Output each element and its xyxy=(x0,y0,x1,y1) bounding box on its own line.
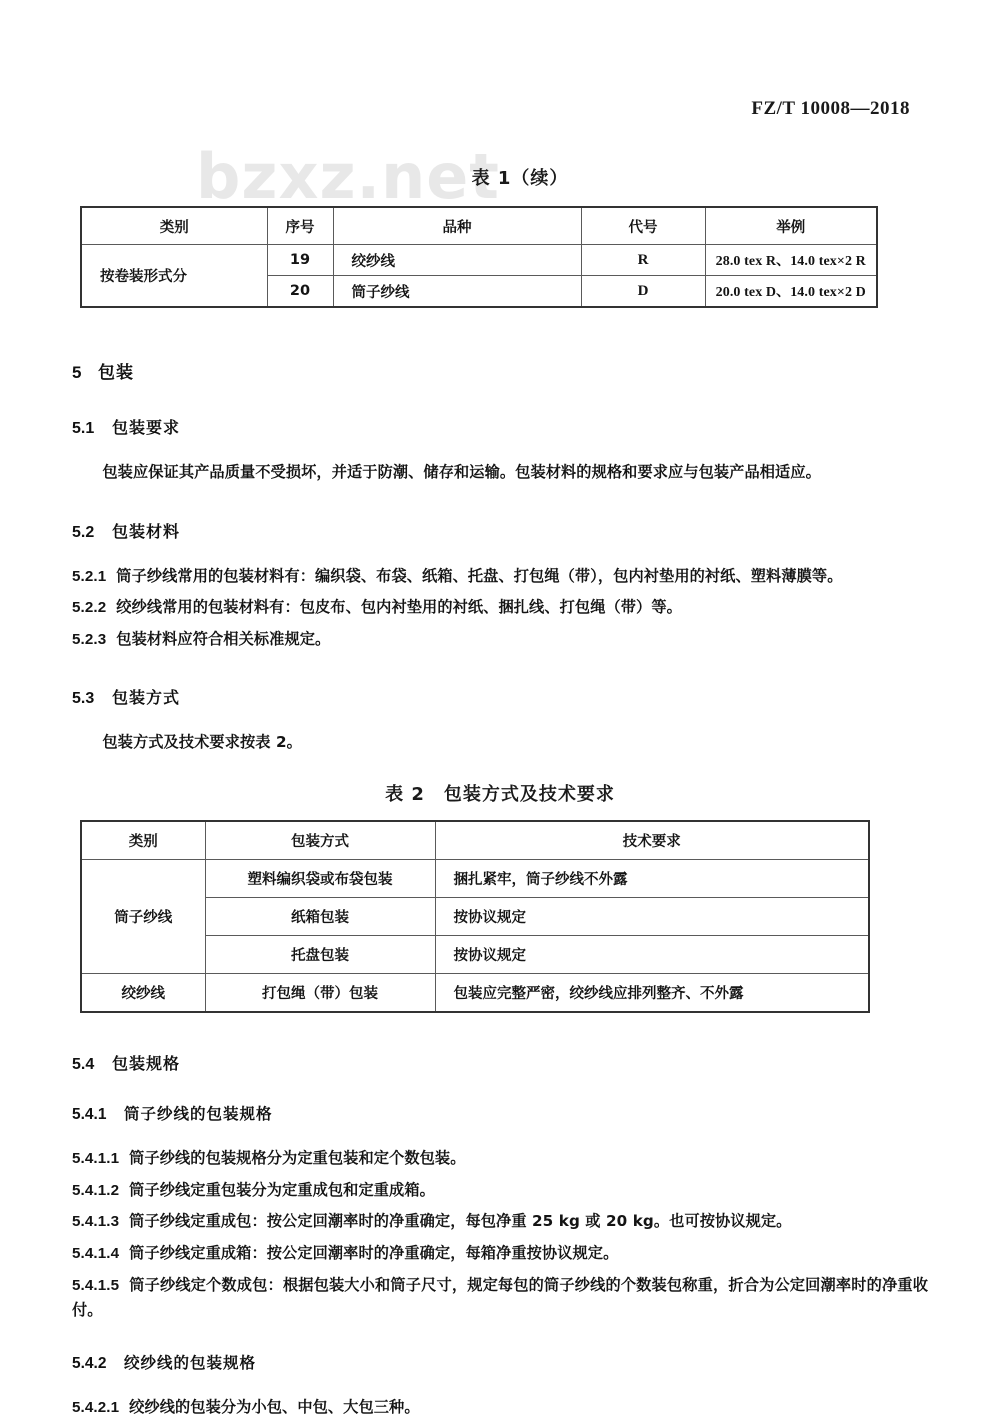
paragraph-5-2-1 xyxy=(72,564,928,590)
table1-header-code: 代号 xyxy=(581,207,705,245)
paragraph-number: 5.4.1.1 xyxy=(72,1150,120,1168)
table1-cell-category: 按卷装形式分 xyxy=(81,245,267,308)
paragraph-number: 5.4.2.1 xyxy=(72,1398,120,1416)
table-1 xyxy=(80,206,878,308)
table-2 xyxy=(80,820,870,1013)
clause-heading-5-4 xyxy=(72,1051,928,1074)
paragraph-5-1: 包装应保证其产品质量不受损坏，并适于防潮、储存和运输。包装材料的规格和要求应与包装产品相适应。 xyxy=(102,463,821,481)
table2-header-requirement: 技术要求 xyxy=(435,821,869,860)
table2-cell-method: 打包绳（带）包装 xyxy=(205,974,435,1013)
table2-cell-requirement: 按协议规定 xyxy=(435,936,869,974)
table2-cell-method: 托盘包装 xyxy=(205,936,435,974)
table1-cell-kind: 筒子纱线 xyxy=(333,276,581,308)
clause-title: 筒子纱线的包装规格 xyxy=(124,1105,273,1124)
paragraph-text: 筒子纱线常用的包装材料有：编织袋、布袋、纸箱、托盘、打包绳（带），包内衬垫用的衬纸、塑料薄膜等。 xyxy=(116,566,843,585)
table2-cell-category: 绞纱线 xyxy=(81,974,205,1013)
clause-heading-5-4-1 xyxy=(72,1102,928,1124)
table1-header-kind: 品种 xyxy=(333,207,581,245)
table-row xyxy=(81,245,877,276)
table2-cell-method: 塑料编织袋或布袋包装 xyxy=(205,860,435,898)
paragraph-5-2-3 xyxy=(72,627,928,653)
paragraph-number: 5.4.1.3 xyxy=(72,1213,120,1231)
table1-cell-seq: 20 xyxy=(267,276,333,308)
clause-number: 5.4 xyxy=(72,1056,95,1074)
table1-cell-code: D xyxy=(581,276,705,308)
clause-number: 5.3 xyxy=(72,689,95,707)
clause-heading-5-1 xyxy=(72,415,928,438)
page-content xyxy=(72,0,928,1421)
clause-number: 5.2 xyxy=(72,523,95,541)
clause-heading-5-2 xyxy=(72,519,928,542)
table1-cell-example: 28.0 tex R、14.0 tex×2 R xyxy=(705,245,877,276)
paragraph-text: 绞纱线的包装分为小包、中包、大包三种。 xyxy=(129,1397,420,1416)
paragraph-text: 筒子纱线的包装规格分为定重包装和定个数包装。 xyxy=(129,1149,466,1168)
clause-heading-5-3 xyxy=(72,685,928,708)
table1-cell-kind: 绞纱线 xyxy=(333,245,581,276)
paragraph-5-3-lead: 包装方式及技术要求按表 2。 xyxy=(102,732,302,751)
paragraph-5-4-1-5 xyxy=(72,1273,928,1323)
table2-header-category: 类别 xyxy=(81,821,205,860)
clause-number: 5.4.1 xyxy=(72,1106,107,1124)
paragraph-text: 筒子纱线定重包装分为定重成包和定重成箱。 xyxy=(129,1180,435,1199)
table1-cell-example: 20.0 tex D、14.0 tex×2 D xyxy=(705,276,877,308)
clause-title: 包装 xyxy=(98,363,134,383)
clause-title: 包装材料 xyxy=(112,521,181,541)
paragraph-number: 5.2.1 xyxy=(72,567,107,585)
table1-cell-code: R xyxy=(581,245,705,276)
clause-title: 包装方式 xyxy=(112,687,181,707)
paragraph-text: 绞纱线常用的包装材料有：包皮布、包内衬垫用的衬纸、捆扎线、打包绳（带）等。 xyxy=(116,598,682,617)
table1-caption: 表 1（续） xyxy=(471,168,569,189)
clause-number: 5.4.2 xyxy=(72,1354,107,1372)
table2-header-method: 包装方式 xyxy=(205,821,435,860)
paragraph-5-2-2 xyxy=(72,595,928,621)
table-row xyxy=(81,974,869,1013)
clause-title: 包装要求 xyxy=(112,418,181,437)
table2-caption: 表 2 包装方式及技术要求 xyxy=(385,784,615,806)
paragraph-5-4-1-3 xyxy=(72,1209,928,1235)
clause-number: 5 xyxy=(72,363,82,382)
table2-cell-category: 筒子纱线 xyxy=(81,860,205,974)
table2-cell-requirement: 按协议规定 xyxy=(435,898,869,936)
table2-cell-requirement: 包装应完整严密，绞纱线应排列整齐、不外露 xyxy=(435,974,869,1013)
table2-cell-method: 纸箱包装 xyxy=(205,898,435,936)
table-row-header xyxy=(81,821,869,860)
watermark: bzxz.net xyxy=(196,140,500,213)
paragraph-text: 包装材料应符合相关标准规定。 xyxy=(116,629,331,648)
paragraph-5-4-2-1 xyxy=(72,1395,928,1421)
clause-title: 绞纱线的包装规格 xyxy=(124,1353,257,1372)
paragraph-number: 5.2.2 xyxy=(72,599,107,617)
paragraph-text: 筒子纱线定重成包：按公定回潮率时的净重确定，每包净重 25 kg 或 20 kg。也可按协议规定。 xyxy=(129,1212,792,1231)
clause-heading-5-4-2 xyxy=(72,1351,928,1373)
table1-header-seq: 序号 xyxy=(267,207,333,245)
clause-number: 5.1 xyxy=(72,420,95,437)
clause-heading-5 xyxy=(72,358,928,383)
table1-cell-seq: 19 xyxy=(267,245,333,276)
paragraph-number: 5.4.1.2 xyxy=(72,1181,120,1199)
table2-cell-requirement: 捆扎紧牢，筒子纱线不外露 xyxy=(435,860,869,898)
table-row-header xyxy=(81,207,877,245)
table-row xyxy=(81,860,869,898)
paragraph-text: 筒子纱线定重成箱：按公定回潮率时的净重确定，每箱净重按协议规定。 xyxy=(129,1244,619,1262)
clause-title: 包装规格 xyxy=(112,1054,181,1074)
paragraph-5-4-1-2 xyxy=(72,1178,928,1204)
paragraph-number: 5.4.1.4 xyxy=(72,1245,120,1262)
running-header: FZ/T 10008—2018 xyxy=(751,98,910,119)
table1-header-category: 类别 xyxy=(81,207,267,245)
paragraph-number: 5.4.1.5 xyxy=(72,1276,120,1294)
paragraph-number: 5.2.3 xyxy=(72,630,107,648)
paragraph-5-4-1-4 xyxy=(72,1241,928,1267)
table1-header-example: 举例 xyxy=(705,207,877,245)
paragraph-5-4-1-1 xyxy=(72,1146,928,1172)
paragraph-text: 筒子纱线定个数成包：根据包装大小和筒子尺寸，规定每包的筒子纱线的个数装包称重，折合为公定回潮率时的净重收付。 xyxy=(72,1275,928,1320)
